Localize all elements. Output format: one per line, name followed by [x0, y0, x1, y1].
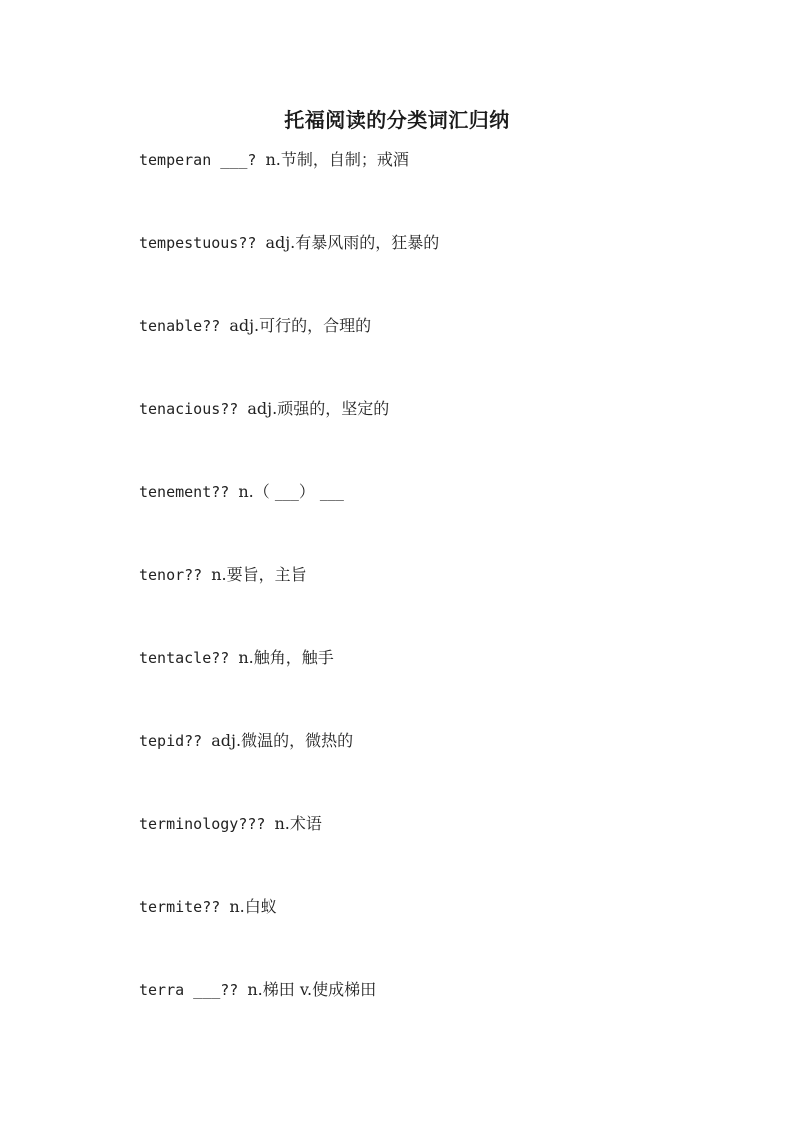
- entry-term: tenable??: [139, 317, 230, 335]
- vocab-entry: [139, 980, 376, 1000]
- vocab-entry: [139, 648, 334, 668]
- entry-definition: n.要旨，主旨: [211, 565, 307, 584]
- vocab-entry: [139, 399, 389, 419]
- vocab-entry: [139, 731, 353, 751]
- entry-term: tentacle??: [139, 649, 239, 667]
- entry-term: tempestuous??: [139, 234, 266, 252]
- vocab-entry: [139, 482, 344, 502]
- entry-term: tenacious??: [139, 400, 248, 418]
- entry-term: temperan ___?: [139, 151, 266, 169]
- vocab-entry: [139, 316, 371, 336]
- entry-term: terra ___??: [139, 981, 248, 999]
- entry-definition: n.（ ___） ___: [238, 482, 344, 501]
- entry-definition: adj.顽强的，坚定的: [247, 399, 390, 418]
- entry-term: tepid??: [139, 732, 212, 750]
- vocab-entry: [139, 565, 307, 585]
- vocab-entry: [139, 150, 409, 170]
- entry-definition: n.节制，自制；戒酒: [265, 150, 409, 169]
- entry-term: tenement??: [139, 483, 239, 501]
- entry-definition: adj.微温的，微热的: [211, 731, 354, 750]
- vocab-entry: [139, 233, 439, 253]
- entry-term: terminology???: [139, 815, 275, 833]
- entry-definition: adj.可行的，合理的: [229, 316, 372, 335]
- entry-term: tenor??: [139, 566, 212, 584]
- entry-definition: n.梯田 v.使成梯田: [247, 980, 377, 999]
- document-title: 托福阅读的分类词汇归纳: [284, 108, 510, 132]
- entry-definition: adj.有暴风雨的，狂暴的: [265, 233, 440, 252]
- entry-definition: n.触角，触手: [238, 648, 334, 667]
- entry-definition: n.白蚁: [229, 897, 277, 916]
- entry-term: termite??: [139, 898, 230, 916]
- entry-definition: n.术语: [274, 814, 322, 833]
- vocab-entry: [139, 814, 322, 834]
- vocab-entry: [139, 897, 277, 917]
